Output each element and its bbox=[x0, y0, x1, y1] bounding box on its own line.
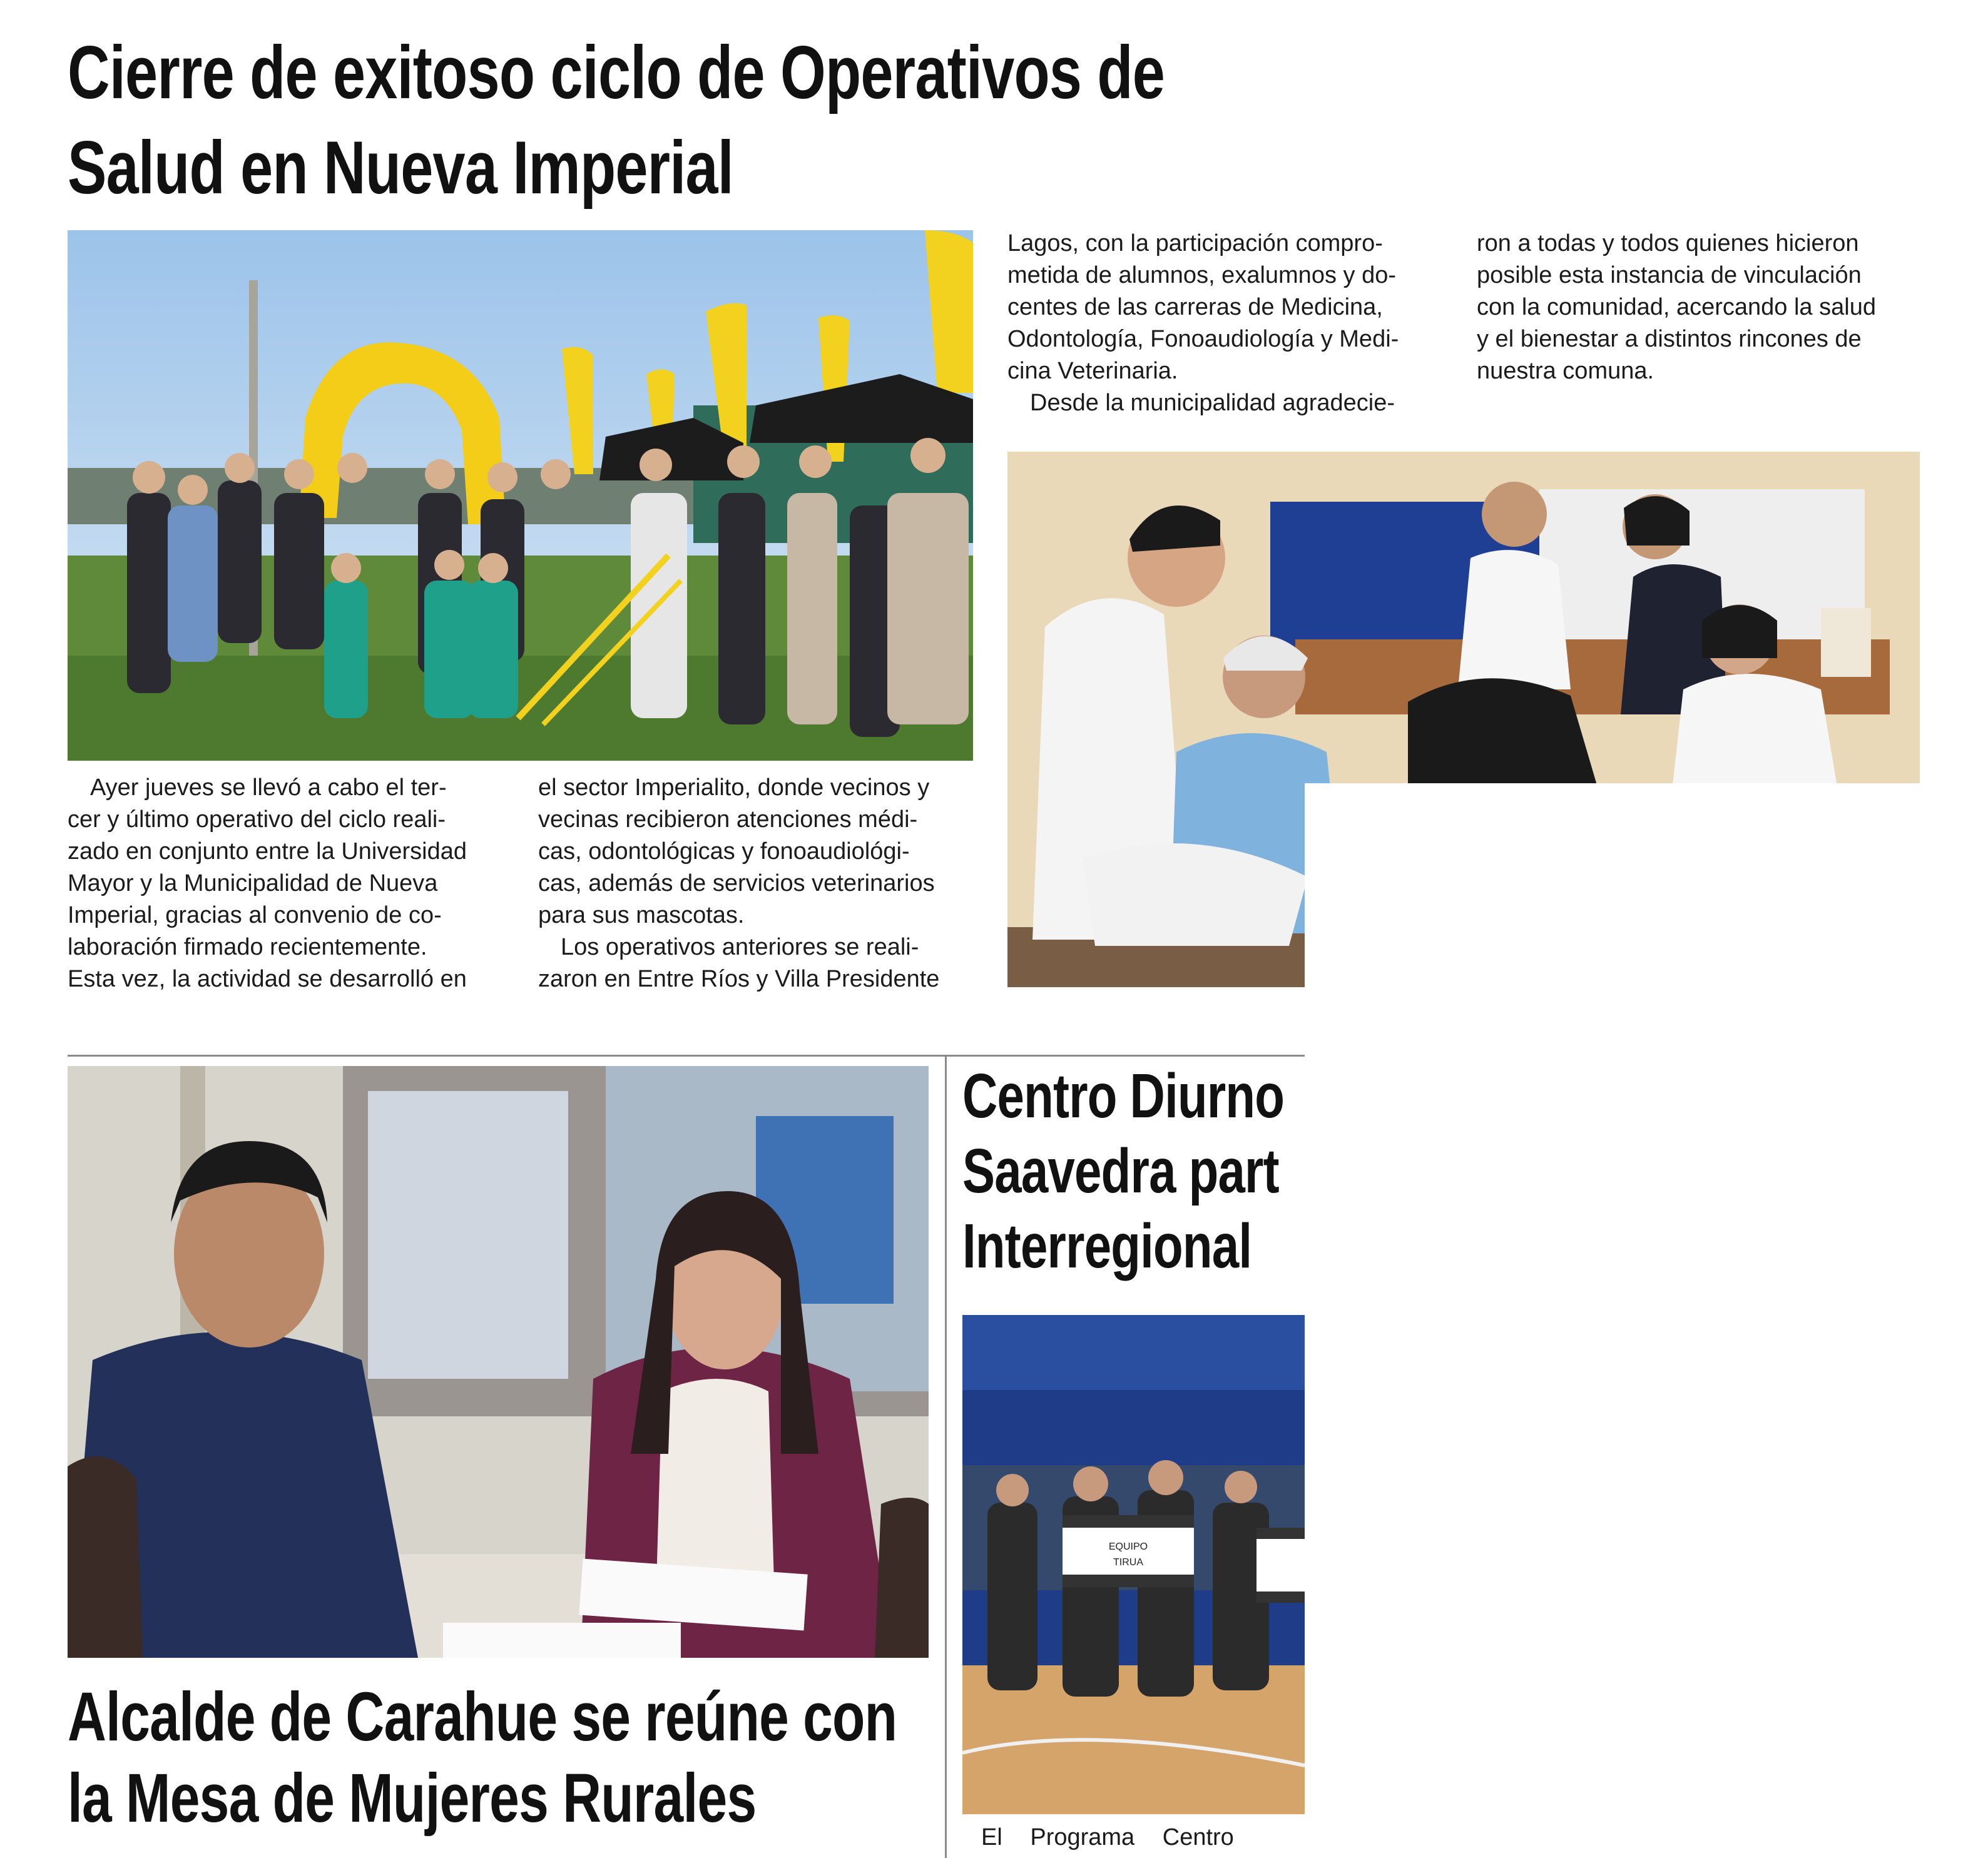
text-line: centes de las carreras de Medicina, bbox=[1007, 294, 1383, 320]
centro-body-start: El Programa Centro bbox=[981, 1824, 1234, 1850]
main-headline-line-2: Salud en Nueva Imperial bbox=[68, 126, 734, 210]
text-line: Ayer jueves se llevó a cabo el ter- bbox=[90, 774, 447, 801]
carahue-meeting-photo bbox=[68, 1066, 929, 1658]
text-line: cas, además de servicios veterinarios bbox=[538, 870, 935, 896]
text-line: el sector Imperialito, donde vecinos y bbox=[538, 774, 930, 801]
text-line: Desde la municipalidad agradecie- bbox=[1030, 390, 1395, 416]
text-line: cina Veterinaria. bbox=[1007, 358, 1178, 384]
centro-headline bbox=[962, 1058, 1284, 1284]
text-line: laboración firmado recientemente. bbox=[68, 934, 427, 960]
text-line: Imperial, gracias al convenio de co- bbox=[68, 902, 442, 928]
group-photo bbox=[68, 230, 973, 761]
text-line: Los operativos anteriores se reali- bbox=[561, 934, 919, 960]
blank-overlay bbox=[1305, 783, 1988, 1858]
text-line: vecinas recibieron atenciones médi- bbox=[538, 806, 918, 833]
text-line: y el bienestar a distintos rincones de bbox=[1477, 326, 1862, 352]
text-line: Esta vez, la actividad se desarrolló en bbox=[68, 966, 467, 992]
centro-body-clip bbox=[962, 1822, 1305, 1858]
text-line: posible esta instancia de vinculación bbox=[1477, 262, 1862, 288]
text-line: con la comunidad, acercando la salud bbox=[1477, 294, 1876, 320]
text-line: Mayor y la Municipalidad de Nueva bbox=[68, 870, 438, 896]
centro-headline-line-2: Saavedra part bbox=[962, 1136, 1279, 1206]
centro-headline-clip bbox=[962, 1057, 1305, 1289]
carahue-headline-line-2: la Mesa de Mujeres Rurales bbox=[68, 1760, 757, 1837]
text-line: cer y último operativo del ciclo reali- bbox=[68, 806, 446, 833]
centro-headline-line-3: Interregional bbox=[962, 1211, 1252, 1281]
text-line: zado en conjunto entre la Universidad bbox=[68, 838, 467, 865]
section-divider bbox=[68, 1055, 1305, 1057]
text-line: Lagos, con la participación compro- bbox=[1007, 230, 1383, 256]
centro-gym-photo bbox=[962, 1315, 1305, 1814]
text-line: Odontología, Fonoaudiología y Medi- bbox=[1007, 326, 1399, 352]
text-line: para sus mascotas. bbox=[538, 902, 745, 928]
main-headline-line-1: Cierre de exitoso ciclo de Operativos de bbox=[68, 31, 1165, 114]
column-divider bbox=[945, 1055, 947, 1858]
main-article-col-1 bbox=[68, 772, 507, 995]
text-line: ron a todas y todos quienes hicieron bbox=[1477, 230, 1859, 256]
main-article-col-3 bbox=[1007, 228, 1447, 419]
text-line: zaron en Entre Ríos y Villa Presidente bbox=[538, 966, 940, 992]
text-line: nuestra comuna. bbox=[1477, 358, 1654, 384]
sign-text-1: EQUIPO bbox=[1108, 1541, 1148, 1552]
text-line: metida de alumnos, exalumnos y do- bbox=[1007, 262, 1396, 288]
sign-text-2: TIRUA bbox=[1113, 1557, 1143, 1568]
carahue-headline-line-1: Alcalde de Carahue se reúne con bbox=[68, 1678, 897, 1755]
carahue-headline bbox=[68, 1677, 897, 1839]
text-line: cas, odontológicas y fonoaudiológi- bbox=[538, 838, 910, 865]
main-article-col-4 bbox=[1477, 228, 1916, 387]
main-article-col-2 bbox=[538, 772, 977, 995]
centro-headline-line-1: Centro Diurno bbox=[962, 1061, 1285, 1131]
main-headline bbox=[68, 25, 1165, 215]
